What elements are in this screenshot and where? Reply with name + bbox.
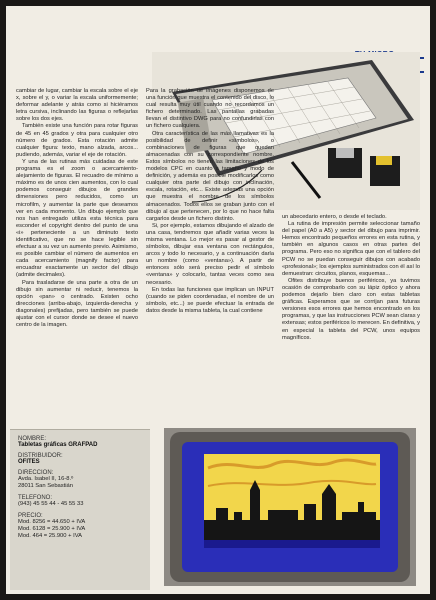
address-line: Avda. Isabel II, 16-8.º <box>18 476 74 482</box>
floppy-shutter <box>336 148 354 158</box>
stylus-pen-icon <box>292 162 320 198</box>
paragraph: La rutina de impresión permite seleccionar tamaño del papel (A0 a A5) y sector del dibujo para imprimir. Hemos encontrado pequeños errores en esta rutina, y también en algunos casos en otras partes del programa. Pero eso no significa que con el tablero del PCW no se puedan conseguir dibujos con acabado «profesional»; los ejemplos suministrados con él así lo demuestran: circuitos, planos, esquemas... <box>282 221 420 277</box>
phone-number: (943) 45 55 44 - 45 55 33 <box>18 501 84 507</box>
paragraph: cambiar de lugar, cambiar la escala sobre el eje x, sobre el y, o variar la escala uniformemente; deformar adelante y atrás como si hiciéramos letra cursiva, inclinando las figuras o reflejarlas sobre los dos ejes. <box>16 88 138 123</box>
paragraph: Ofites distribuye buenos periféricos, ya tuvimos ocasión de comprobarlo con su lápiz óptico y ahora podemos dejarlo bien claro con estas tabletas gráficas. Esperamos que se corrijan para futuras versiones esos errores que hemos encontrado en los programas, y que las instrucciones PCW sean claras y extensas; estos periféricos lo merecen. En definitiva, y en especial la tableta del PCW, unos equipos magníficos. <box>282 277 420 341</box>
river <box>204 540 380 548</box>
price-line: Mod. 6128 = 25.900 + IVA <box>18 526 86 532</box>
monitor-screenshot <box>164 428 416 586</box>
product-name: Tabletas gráficas GRAFPAD <box>18 442 98 448</box>
magazine-page <box>6 6 430 594</box>
phone-label: TELEFONO: <box>18 495 53 501</box>
paragraph: Otra característica de las más llamativas es la posibilidad de definir «símbolos», o combinaciones de figuras que quedan almacenadas con su correspondiente nombre. Estos símbolos no tienen las limitaciones de los modelos CPC en cuanto a tamaño y modo de definición, y además es posible modificarlos como cualquier otra parte del dibujo con inclinación, escala, rotación, etc... Existe además una opción que muestra el nombre de los símbolos almacenados. Todos ellos se graban junto con el dibujo al que pertenecen, por lo que no hace falta cargarlos desde un fichero distinto. <box>146 130 274 222</box>
paragraph: Para trasladarse de una parte a otra de un dibujo sin aumentar ni reducir, tenemos la opción «pan» o centrado. Existen ocho direcciones (arriba-abajo, izquierda-derecha y diagonales) prefijadas, pero también se puede ajustar con el cursor donde se desee el nuevo centro de la imagen. <box>16 279 138 329</box>
address-label: DIRECCION: <box>18 470 54 476</box>
name-label: NOMBRE: <box>18 436 47 442</box>
article-column-1 <box>16 88 138 329</box>
price-line: Mod. 8256 = 44.650 + IVA <box>18 519 86 525</box>
product-info-box <box>10 429 150 590</box>
price-line: Mod. 464 = 25.900 + IVA <box>18 533 83 539</box>
paragraph: Si, por ejemplo, estamos dibujando el alzado de una casa, tendremos que añadir varias veces la misma ventana. Lo mejor es pasar al gestor de símbolos, dibujar esa ventana con rectángulos, arcos y todo lo necesario, y a continuación darla un nombre (como «ventana»). A partir de entonces sólo será preciso pedir el símbolo «ventana» y colocarlo, tantas veces como sea necesario. <box>146 222 274 286</box>
article-column-2 <box>146 88 274 315</box>
address-line: 28011 San Sebastián <box>18 483 74 489</box>
paragraph: Para la grabación de imágenes disponemos de una función que muestra el contenido del disco, lo cual resulta muy útil cuando no recordamos un fichero determinado. Las pantallas grabadas llevan el distintivo DWG para no confundirlas con un fichero cualquiera. <box>146 88 274 130</box>
distributor-name: OFITES <box>18 459 40 465</box>
paragraph: Y una de las rutinas más cuidadas de este programa es el zoom o acercamiento-alejamiento de figuras. El recuadro de mínimo a máximo es de unos cien aumentos, con lo cual podemos conseguir dibujos de grandes dimensiones pero reducidos, como un microfilm, y aumentar la parte que deseamos ver en cada momento. Un dibujo ejemplo que nos han entregado utiliza esta técnica para esconder el copyright dentro del punto de una «i» perteneciente a un diminuto texto identificativo, que no se hace legible sin efectuar a su vez un aumento previo. Asimismo, es posible cambiar el número de aumentos en cada acercamiento (magnify factor) para encuadrar exactamente un sector del dibujo (admite decimales). <box>16 158 138 279</box>
paragraph: También existe una función para rotar figuras de 45 en 45 grados y otra para cualquier otro número de grados. Esta rotación admite cualquier figura: texto, mano alzada, arcos... pudiendo, además, variar el eje de rotación. <box>16 123 138 158</box>
london-skyline-drawing <box>164 428 416 586</box>
paragraph: En todas las funciones que implican un INPUT (cuando se piden coordenadas, el nombre de un símbolo, etc...) se puede efectuar la entrada de datos desde la misma tableta, la cual contiene <box>146 286 274 314</box>
price-label: PRECIO: <box>18 513 43 519</box>
floppy-label <box>376 156 392 165</box>
paragraph: un abecedario entero, o desde el teclado. <box>282 214 387 220</box>
distributor-label: DISTRIBUIDOR: <box>18 453 63 459</box>
article-column-3 <box>282 214 420 342</box>
